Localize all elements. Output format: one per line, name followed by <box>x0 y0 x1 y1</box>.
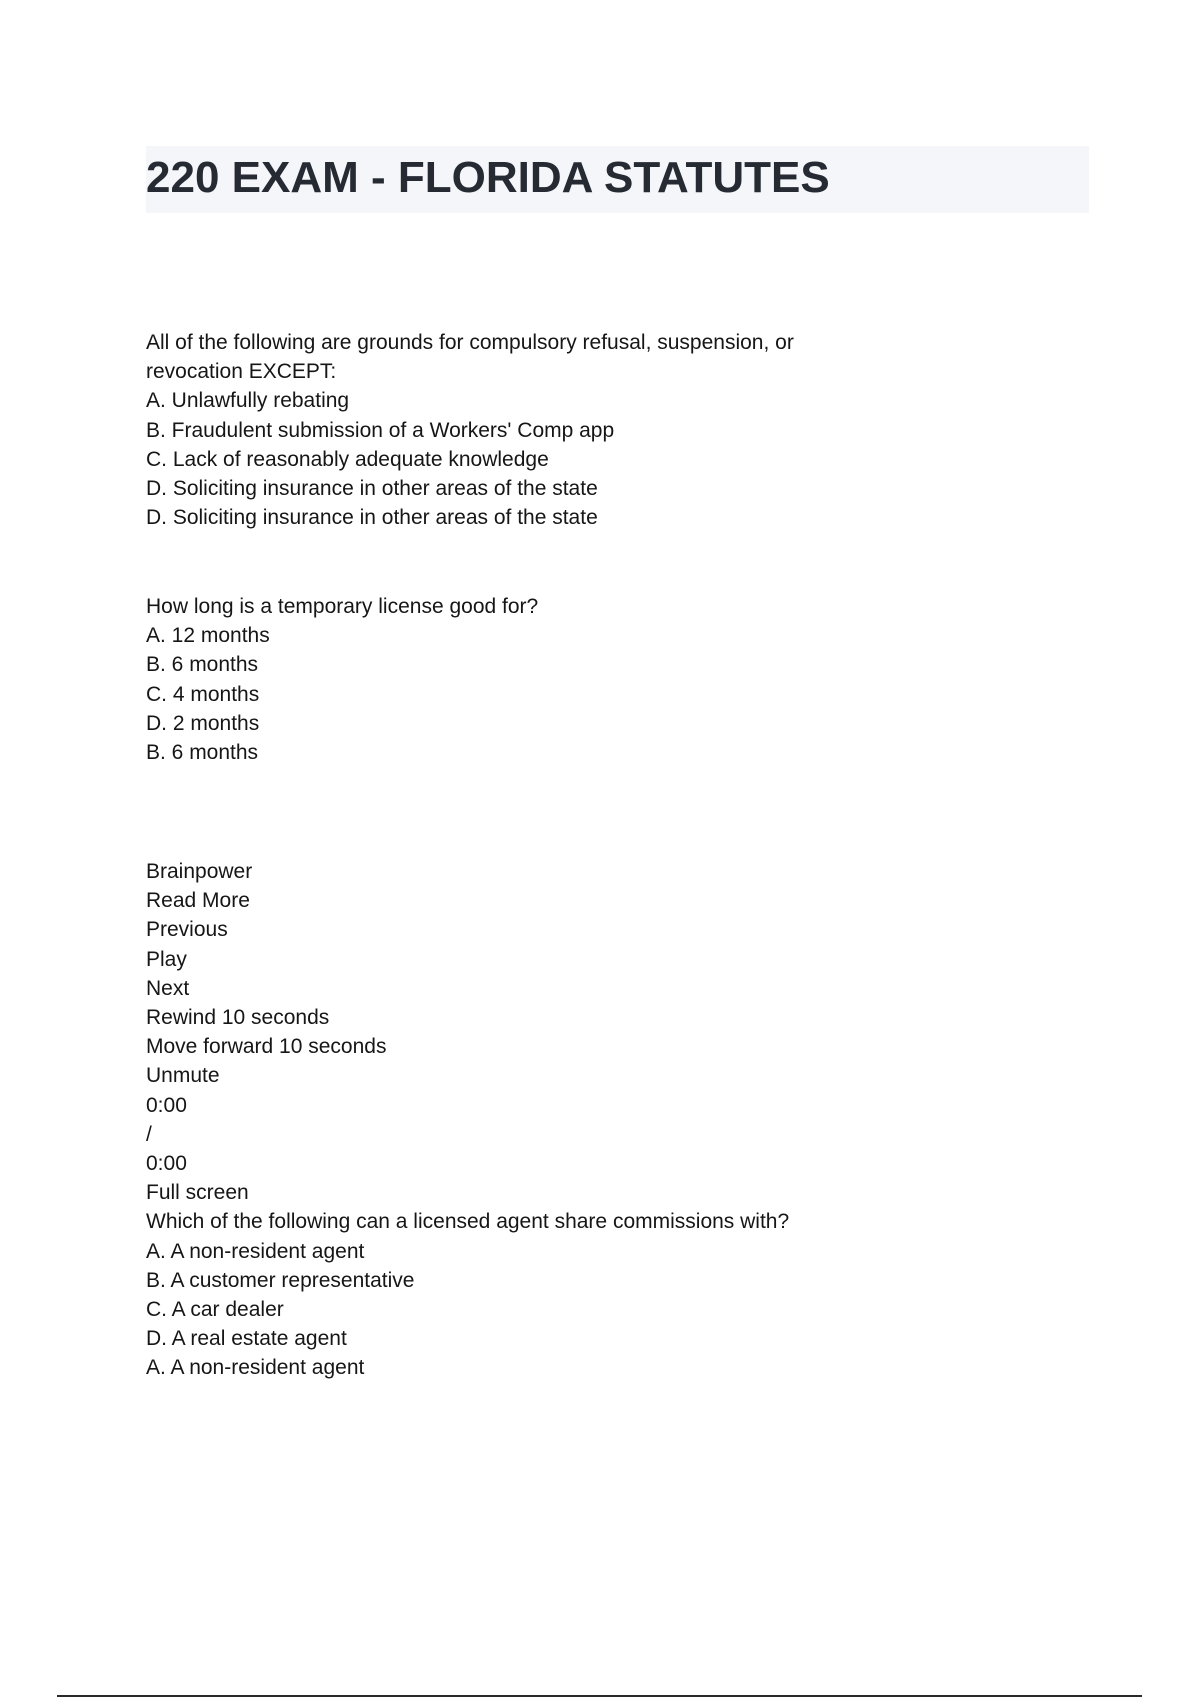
question-3-option-a: A. A non-resident agent <box>146 1239 365 1263</box>
question-1-answer: D. Soliciting insurance in other areas of the state <box>146 506 598 530</box>
current-time: 0:00 <box>146 1093 187 1117</box>
next-button[interactable]: Next <box>146 976 190 1000</box>
question-1-option-c: C. Lack of reasonably adequate knowledge <box>146 447 549 471</box>
question-1-option-b: B. Fraudulent submission of a Workers' Comp app <box>146 418 615 442</box>
question-3-option-c: C. A car dealer <box>146 1298 284 1322</box>
video-brand-label: Brainpower <box>146 860 253 883</box>
question-2-option-d: D. 2 months <box>146 711 260 735</box>
video-and-question-3 <box>146 857 1046 1383</box>
previous-button[interactable]: Previous <box>146 918 228 942</box>
question-1-option-d: D. Soliciting insurance in other areas of the state <box>146 477 598 501</box>
read-more-link[interactable]: Read More <box>146 889 250 913</box>
footer-divider <box>57 1695 1142 1697</box>
question-2-option-a: A. 12 months <box>146 624 270 648</box>
question-3-prompt: Which of the following can a licensed agent share commissions with? <box>146 1210 790 1234</box>
question-2-option-b: B. 6 months <box>146 653 259 677</box>
question-1-prompt-line-2: revocation EXCEPT: <box>146 360 337 384</box>
page-title: 220 EXAM - FLORIDA STATUTES <box>146 153 830 202</box>
duration: 0:00 <box>146 1152 187 1176</box>
question-3-answer: A. A non-resident agent <box>146 1356 365 1380</box>
forward-button[interactable]: Move forward 10 seconds <box>146 1035 387 1059</box>
play-button[interactable]: Play <box>146 947 187 971</box>
rewind-button[interactable]: Rewind 10 seconds <box>146 1006 330 1030</box>
question-3-option-b: B. A customer representative <box>146 1268 415 1292</box>
question-1-option-a: A. Unlawfully rebating <box>146 389 350 413</box>
question-2-option-c: C. 4 months <box>146 682 260 706</box>
time-separator: / <box>146 1122 152 1146</box>
question-2-answer: B. 6 months <box>146 741 259 765</box>
fullscreen-button[interactable]: Full screen <box>146 1181 249 1205</box>
question-1 <box>146 328 1046 532</box>
question-2 <box>146 592 1046 767</box>
question-3-option-d: D. A real estate agent <box>146 1327 347 1351</box>
unmute-button[interactable]: Unmute <box>146 1064 220 1088</box>
question-1-prompt-line-1: All of the following are grounds for compulsory refusal, suspension, or <box>146 331 794 354</box>
question-2-prompt: How long is a temporary license good for? <box>146 595 539 618</box>
